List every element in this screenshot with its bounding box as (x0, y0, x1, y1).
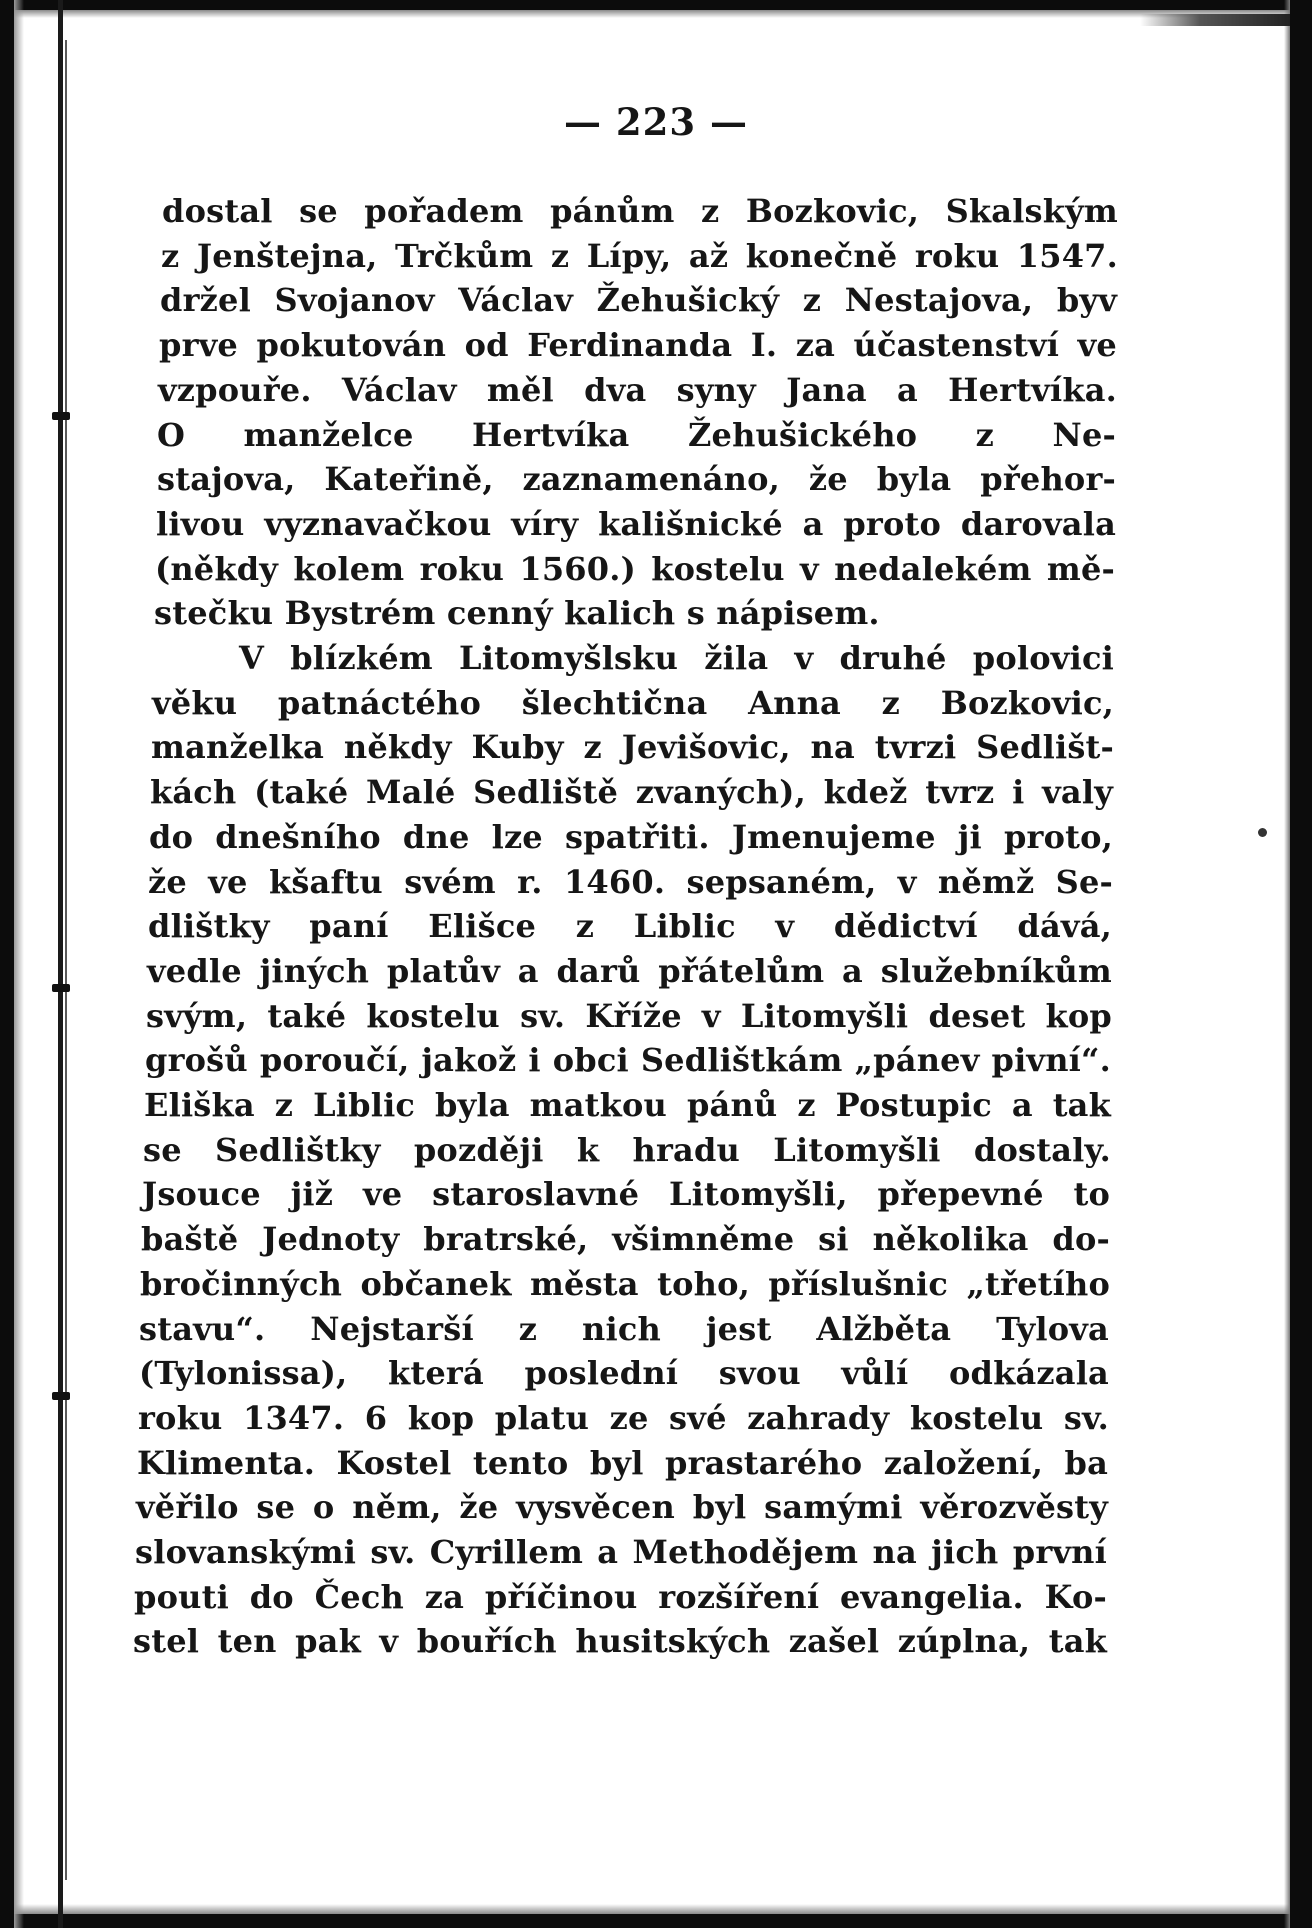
text-line: se Sedlištky později k hradu Litomyšli dostaly. (143, 1131, 1111, 1169)
text-line: V blízkém Litomyšlsku žila v druhé polovici (239, 639, 1114, 677)
text-line: stavu“. Nejstarší z nich jest Alžběta Tylova (139, 1310, 1109, 1348)
text-line: pouti do Čech za příčinou rozšíření evangelia. Ko- (134, 1578, 1107, 1616)
text-line: roku 1347. 6 kop platu ze své zahrady kostelu sv. (138, 1399, 1109, 1437)
scan-border-left (0, 0, 14, 1928)
scan-border-right (1290, 0, 1312, 1928)
text-line: prve pokutován od Ferdinanda I. za účastenství ve (159, 326, 1117, 364)
text-line: dostal se pořadem pánům z Bozkovic, Skalským (162, 192, 1118, 230)
scan-border-top (0, 0, 1312, 10)
scan-shadow-top (0, 10, 1312, 18)
text-line: do dnešního dne lze spatřiti. Jmenujeme ji proto, (149, 818, 1113, 856)
text-line: O manželce Hertvíka Žehušického z Ne- (157, 416, 1116, 454)
margin-speck (1258, 828, 1267, 837)
text-line: věku patnáctého šlechtična Anna z Bozkovic, (152, 684, 1114, 722)
margin-tick (52, 1392, 70, 1400)
text-line: stel ten pak v bouřích husitských zašel zúplna, tak (133, 1622, 1107, 1660)
text-line: stečku Bystrém cenný kalich s nápisem. (154, 594, 880, 632)
text-line: že ve kšaftu svém r. 1460. sepsaném, v němž Se- (148, 863, 1113, 901)
scan-corner-mark (1140, 14, 1290, 26)
text-line: kách (také Malé Sedliště zvaných), kdež tvrz i valy (150, 773, 1113, 811)
text-line: vzpouře. Václav měl dva syny Jana a Hertvíka. (158, 371, 1117, 409)
text-line: věřilo se o něm, že vysvěcen byl samými věrozvěsty (136, 1488, 1108, 1526)
text-line: bročinných občanek města toho, příslušnic „třetího (140, 1265, 1110, 1303)
text-line: Klimenta. Kostel tento byl prastarého založení, ba (137, 1444, 1108, 1482)
scan-border-bottom (0, 1914, 1312, 1928)
page-number: — 223 — (564, 100, 748, 144)
text-line: (Tylonissa), která poslední svou vůlí odkázala (139, 1354, 1109, 1392)
scan-shadow-bottom (0, 1904, 1312, 1914)
text-line: držel Svojanov Václav Žehušický z Nestajova, byv (160, 281, 1117, 319)
text-line: baště Jednoty bratrské, všimněme si několika do- (141, 1220, 1110, 1258)
text-line: stajova, Kateřině, zaznamenáno, že byla přehor- (157, 460, 1116, 498)
text-line: vedle jiných platův a darů přátelům a služebníkům (147, 952, 1112, 990)
text-line: z Jenštejna, Trčkům z Lípy, až konečně roku 1547. (161, 237, 1118, 275)
text-line: dlištky paní Elišce z Liblic v dědictví dává, (148, 907, 1112, 945)
text-line: Eliška z Liblic byla matkou pánů z Postupic a tak (144, 1086, 1111, 1124)
text-line: Jsouce již ve staroslavné Litomyšli, přepevné to (142, 1175, 1110, 1213)
margin-tick (52, 412, 70, 420)
margin-tick (52, 984, 70, 992)
binding-rule-thin (65, 40, 67, 1880)
text-line: svým, také kostelu sv. Kříže v Litomyšli deset kop (146, 997, 1112, 1035)
text-line: slovanskými sv. Cyrillem a Methodějem na jich první (135, 1533, 1107, 1571)
text-line: manželka někdy Kuby z Jevišovic, na tvrzi Sedlišt- (151, 728, 1114, 766)
scan-shadow-right (1284, 0, 1290, 1928)
text-line: livou vyznavačkou víry kališnické a proto darovala (156, 505, 1116, 543)
binding-rule (58, 0, 63, 1928)
text-line: (někdy kolem roku 1560.) kostelu v nedalekém mě- (155, 550, 1115, 588)
scan-shadow-left (14, 0, 24, 1928)
text-line: grošů poroučí, jakož i obci Sedlištkám „pánev pivní“. (145, 1041, 1111, 1079)
